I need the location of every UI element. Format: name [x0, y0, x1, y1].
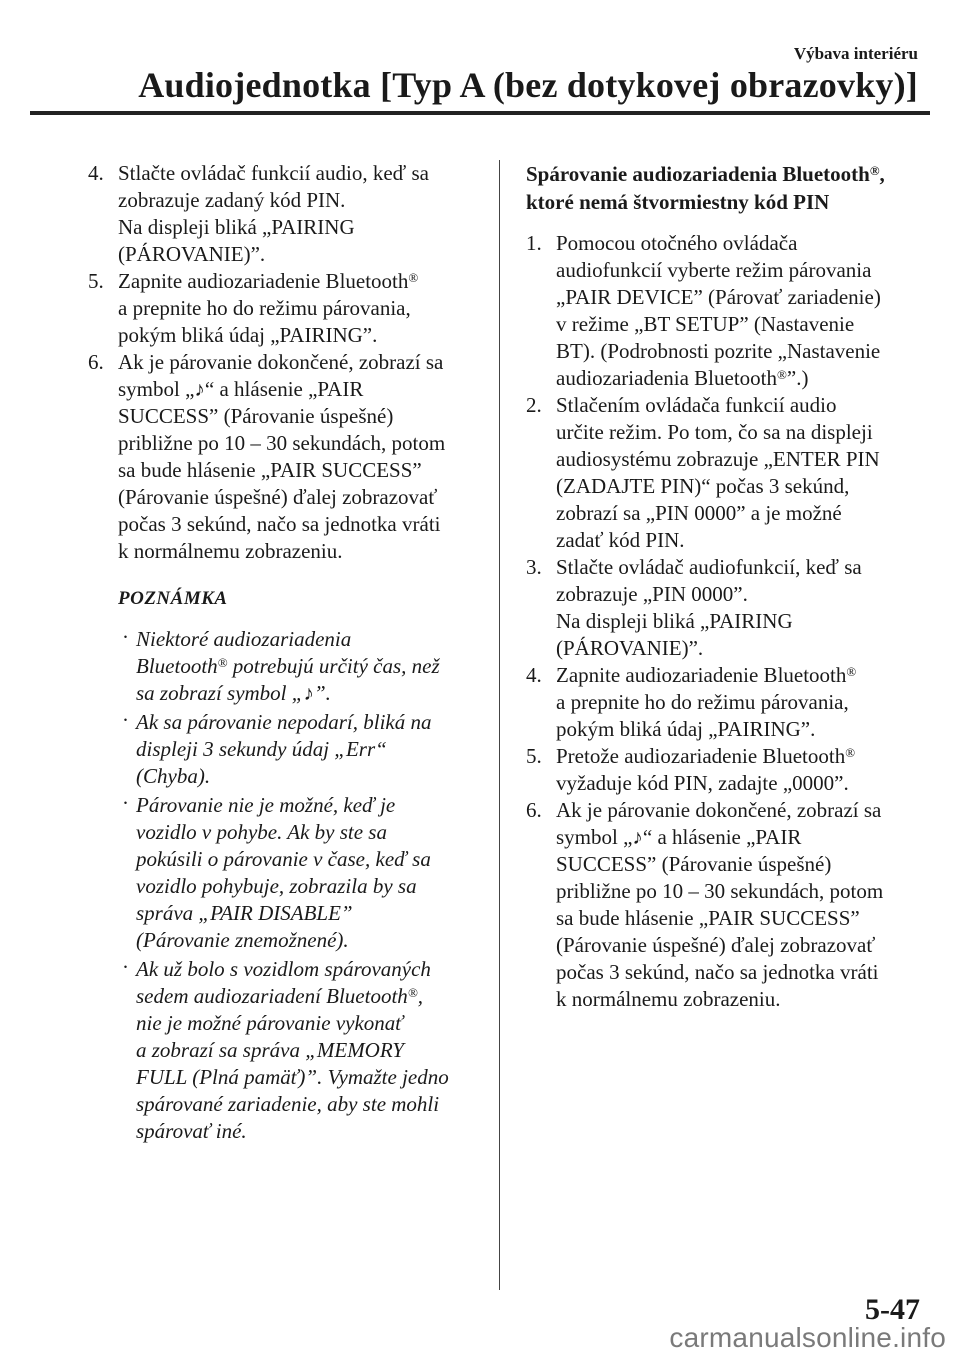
- bullet-icon: ·: [122, 791, 129, 815]
- text-line: Ak sa párovanie nepodarí, bliká na: [136, 710, 432, 734]
- right-column: [526, 160, 926, 1013]
- text-line: Spárovanie audiozariadenia Bluetooth®,: [526, 162, 885, 186]
- text-line: pokým bliká údaj „PAIRING”.: [118, 323, 378, 347]
- text-line: (PÁROVANIE)”.: [556, 636, 704, 660]
- text-line: (ZADAJTE PIN)“ počas 3 sekúnd,: [556, 474, 850, 498]
- bullet-icon: ·: [122, 625, 129, 649]
- text-line: Pomocou otočného ovládača: [556, 231, 798, 255]
- notes-list: [118, 626, 480, 1145]
- text-line: pokúsili o párovanie v čase, keď sa: [136, 847, 431, 871]
- step-number: 5.: [88, 269, 104, 293]
- text-line: Zapnite audiozariadenie Bluetooth®: [118, 269, 419, 293]
- text-line: pokým bliká údaj „PAIRING”.: [556, 717, 816, 741]
- step-item: [526, 392, 926, 554]
- text-line: sa zobrazí symbol „♪”.: [136, 681, 331, 705]
- step-item: [526, 230, 926, 392]
- text-line: „PAIR DEVICE” (Párovať zariadenie): [556, 285, 881, 309]
- text-line: spárovať iné.: [136, 1119, 247, 1143]
- text-line: Na displeji bliká „PAIRING: [556, 609, 793, 633]
- text-line: vozidlo v pohybe. Ak by ste sa: [136, 820, 387, 844]
- right-steps-list: [526, 230, 926, 1013]
- step-number: 3.: [526, 555, 542, 579]
- text-line: správa „PAIR DISABLE”: [136, 901, 353, 925]
- text-line: Ak už bolo s vozidlom spárovaných: [136, 957, 431, 981]
- text-line: Niektoré audiozariadenia: [136, 627, 352, 651]
- watermark: carmanualsonline.info: [669, 1322, 946, 1353]
- text-line: displeji 3 sekundy údaj „Err“: [136, 737, 387, 761]
- step-number: 2.: [526, 393, 542, 417]
- step-number: 5.: [526, 744, 542, 768]
- step-item: [526, 797, 926, 1013]
- text-line: vozidlo pohybuje, zobrazila by sa: [136, 874, 417, 898]
- note-item: [118, 792, 480, 954]
- text-line: určite režim. Po tom, čo sa na displeji: [556, 420, 873, 444]
- text-line: Stlačením ovládača funkcií audio: [556, 393, 837, 417]
- note-label: POZNÁMKA: [118, 588, 228, 609]
- text-line: a prepnite ho do režimu párovania,: [556, 690, 849, 714]
- note-item: [118, 956, 480, 1145]
- text-line: SUCCESS” (Párovanie úspešné): [118, 404, 394, 428]
- text-line: SUCCESS” (Párovanie úspešné): [556, 852, 832, 876]
- text-line: spárované zariadenie, aby ste mohli: [136, 1092, 440, 1116]
- text-line: Párovanie nie je možné, keď je: [136, 793, 396, 817]
- text-line: sa bude hlásenie „PAIR SUCCESS”: [556, 906, 860, 930]
- text-line: Pretože audiozariadenie Bluetooth®: [556, 744, 856, 768]
- column-divider: [499, 160, 500, 1290]
- section-heading: [526, 160, 926, 216]
- step-number: 4.: [88, 161, 104, 185]
- step-number: 1.: [526, 231, 542, 255]
- bullet-icon: ·: [122, 708, 129, 732]
- page-title: Audiojednotka [Typ A (bez dotykovej obrazovky)]: [138, 65, 918, 105]
- text-line: vyžaduje kód PIN, zadajte „0000”.: [556, 771, 849, 795]
- note-item: [118, 626, 480, 707]
- step-item: [526, 554, 926, 662]
- text-line: symbol „♪“ a hlásenie „PAIR: [118, 377, 364, 401]
- text-line: k normálnemu zobrazeniu.: [556, 987, 781, 1011]
- text-line: zobrazí sa „PIN 0000” a je možné: [556, 501, 842, 525]
- text-line: (Párovanie znemožnené).: [136, 928, 349, 952]
- text-line: Zapnite audiozariadenie Bluetooth®: [556, 663, 857, 687]
- text-line: zadať kód PIN.: [556, 528, 685, 552]
- page-number: 5-47: [865, 1293, 920, 1326]
- text-line: počas 3 sekúnd, načo sa jednotka vráti: [118, 512, 441, 536]
- text-line: audiozariadenia Bluetooth®”.): [556, 366, 809, 390]
- text-line: symbol „♪“ a hlásenie „PAIR: [556, 825, 802, 849]
- step-number: 6.: [88, 350, 104, 374]
- text-line: Ak je párovanie dokončené, zobrazí sa: [118, 350, 444, 374]
- text-line: zobrazuje zadaný kód PIN.: [118, 188, 346, 212]
- text-line: nie je možné párovanie vykonať: [136, 1011, 403, 1035]
- step-item: [88, 160, 480, 268]
- step-number: 4.: [526, 663, 542, 687]
- text-line: FULL (Plná pamäť)”. Vymažte jedno: [136, 1065, 449, 1089]
- text-line: Stlačte ovládač audiofunkcií, keď sa: [556, 555, 862, 579]
- text-line: Na displeji bliká „PAIRING: [118, 215, 355, 239]
- text-line: BT). (Podrobnosti pozrite „Nastavenie: [556, 339, 881, 363]
- left-column: [88, 160, 480, 1147]
- step-item: [88, 268, 480, 349]
- step-item: [526, 662, 926, 743]
- step-item: [526, 743, 926, 797]
- text-line: Stlačte ovládač funkcií audio, keď sa: [118, 161, 429, 185]
- step-number: 6.: [526, 798, 542, 822]
- text-line: (Chyba).: [136, 764, 211, 788]
- text-line: (Párovanie úspešné) ďalej zobrazovať: [118, 485, 438, 509]
- text-line: (Párovanie úspešné) ďalej zobrazovať: [556, 933, 876, 957]
- text-line: audiofunkcií vyberte režim párovania: [556, 258, 872, 282]
- text-line: počas 3 sekúnd, načo sa jednotka vráti: [556, 960, 879, 984]
- text-line: (PÁROVANIE)”.: [118, 242, 266, 266]
- bullet-icon: ·: [122, 955, 129, 979]
- text-line: audiosystému zobrazuje „ENTER PIN: [556, 447, 880, 471]
- step-item: [88, 349, 480, 565]
- text-line: a prepnite ho do režimu párovania,: [118, 296, 411, 320]
- header-divider: [30, 111, 930, 115]
- text-line: a zobrazí sa správa „MEMORY: [136, 1038, 404, 1062]
- text-line: približne po 10 – 30 sekundách, potom: [556, 879, 884, 903]
- text-line: v režime „BT SETUP” (Nastavenie: [556, 312, 855, 336]
- section-name: Výbava interiéru: [793, 44, 918, 63]
- text-line: Ak je párovanie dokončené, zobrazí sa: [556, 798, 882, 822]
- text-line: sedem audiozariadení Bluetooth®,: [136, 984, 423, 1008]
- text-line: približne po 10 – 30 sekundách, potom: [118, 431, 446, 455]
- text-line: sa bude hlásenie „PAIR SUCCESS”: [118, 458, 422, 482]
- left-steps-list: [88, 160, 480, 565]
- text-line: Bluetooth® potrebujú určitý čas, než: [136, 654, 440, 678]
- text-line: ktoré nemá štvormiestny kód PIN: [526, 190, 830, 214]
- text-line: zobrazuje „PIN 0000”.: [556, 582, 748, 606]
- note-item: [118, 709, 480, 790]
- text-line: k normálnemu zobrazeniu.: [118, 539, 343, 563]
